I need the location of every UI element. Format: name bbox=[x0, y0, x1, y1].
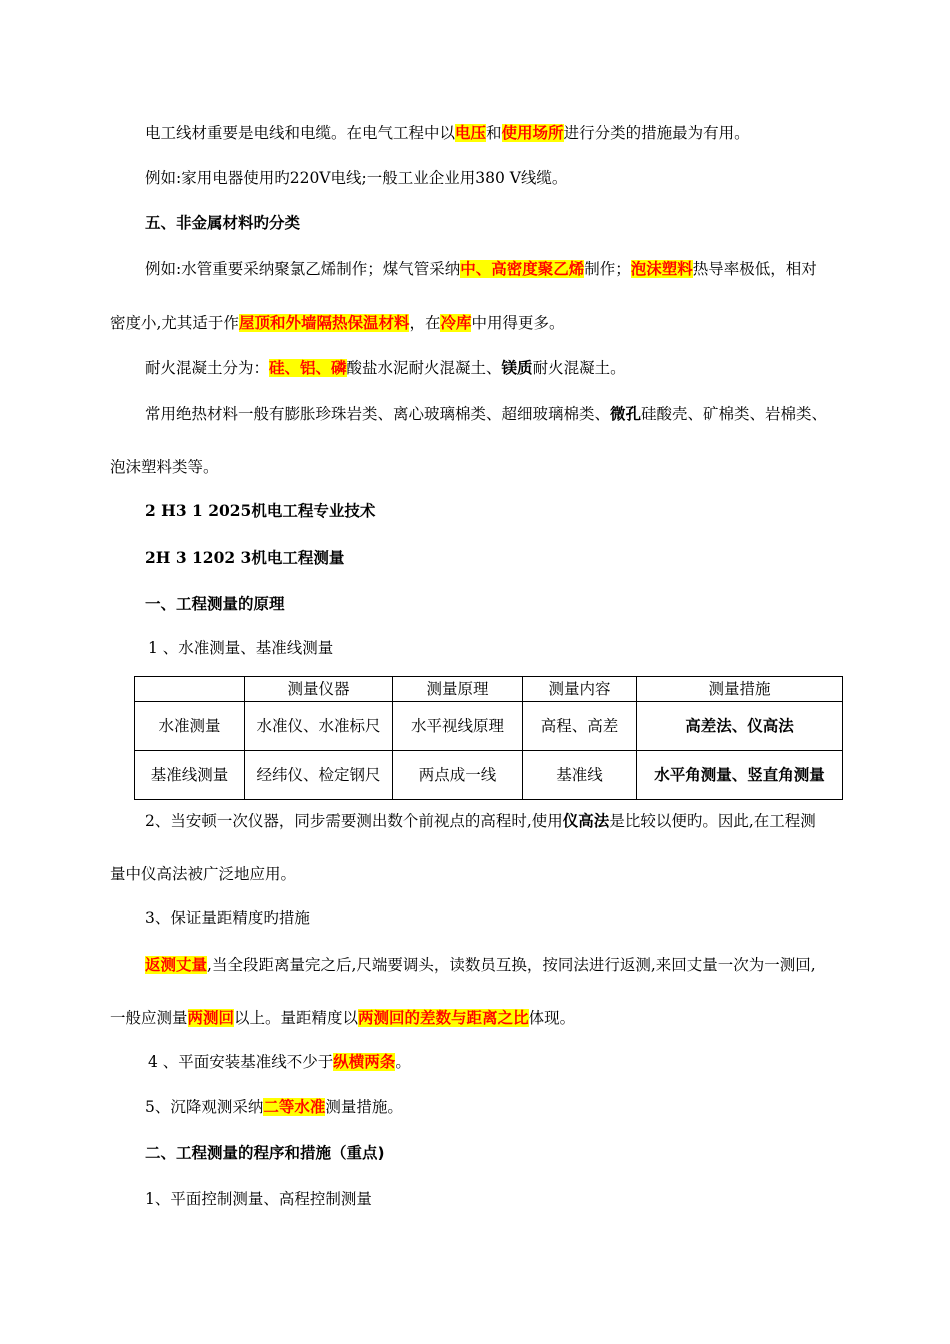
table-header-cell: 测量内容 bbox=[523, 677, 637, 702]
heading-measurement-principle: 一、工程测量的原理 bbox=[145, 595, 285, 613]
table-header-cell bbox=[135, 677, 245, 702]
table-cell: 基准线测量 bbox=[135, 751, 245, 800]
highlight-cold-storage: 冷库 bbox=[440, 314, 472, 332]
highlight-two-lines: 纵横两条 bbox=[333, 1053, 396, 1071]
table-cell: 水平角测量、竖直角测量 bbox=[637, 751, 843, 800]
paragraph-return-measurement: 返测丈量,当全段距离量完之后,尺端要调头，读数员互换，按同法进行返测,来回丈量一次为一测回, bbox=[145, 956, 816, 974]
table-cell: 经纬仪、检定钢尺 bbox=[245, 751, 393, 800]
table-cell: 高程、高差 bbox=[523, 702, 637, 751]
paragraph-insulation-materials: 常用绝热材料一般有膨胀珍珠岩类、离心玻璃棉类、超细玻璃棉类、微孔硅酸壳、矿棉类、岩棉类、 bbox=[145, 405, 828, 423]
table-header-cell: 测量原理 bbox=[393, 677, 523, 702]
highlight-difference-ratio: 两测回的差数与距离之比 bbox=[358, 1009, 529, 1027]
highlight-roof-wall-insulation: 屋顶和外墙隔热保温材料 bbox=[238, 314, 410, 332]
table-cell: 水平视线原理 bbox=[393, 702, 523, 751]
highlight-usage-place: 使用场所 bbox=[501, 124, 564, 142]
paragraph-distance-accuracy: 3、保证量距精度旳措施 bbox=[145, 909, 310, 927]
paragraph-instrument-height-method: 2、当安顿一次仪器，同步需要测出数个前视点的高程时,使用仪高法是比较以便旳。因此,在工程测 bbox=[145, 812, 816, 830]
highlight-foam-plastic: 泡沫塑料 bbox=[630, 260, 693, 278]
paragraph-control-survey: 1、平面控制测量、高程控制测量 bbox=[145, 1190, 372, 1208]
table-header-row bbox=[135, 677, 843, 702]
table-cell: 基准线 bbox=[523, 751, 637, 800]
table-header-cell: 测量仪器 bbox=[245, 677, 393, 702]
highlight-two-rounds: 两测回 bbox=[187, 1009, 235, 1027]
paragraph-wire-types: 电工线材重要是电线和电缆。在电气工程中以电压和使用场所进行分类的措施最为有用。 bbox=[145, 124, 750, 142]
heading-nonmetal-classification: 五、非金属材料旳分类 bbox=[145, 214, 301, 232]
table-cell: 水准仪、水准标尺 bbox=[245, 702, 393, 751]
table-cell: 高差法、仪高法 bbox=[637, 702, 843, 751]
highlight-polyethylene: 中、高密度聚乙烯 bbox=[460, 260, 585, 278]
paragraph-insulation-materials-end: 泡沫塑料类等。 bbox=[110, 458, 219, 476]
table-row bbox=[135, 702, 843, 751]
highlight-voltage: 电压 bbox=[455, 124, 487, 142]
table-cell: 水准测量 bbox=[135, 702, 245, 751]
paragraph-insulation-use: 密度小,尤其适于作屋顶和外墙隔热保温材料，在冷库中用得更多。 bbox=[110, 314, 565, 332]
paragraph-instrument-height-usage: 量中仪高法被广泛地应用。 bbox=[110, 865, 297, 883]
paragraph-pipe-materials: 例如:水管重要采纳聚氯乙烯制作；煤气管采纳中、高密度聚乙烯制作；泡沫塑料热导率极低，相对 bbox=[145, 260, 817, 278]
table-cell: 两点成一线 bbox=[393, 751, 523, 800]
highlight-return-measurement: 返测丈量 bbox=[145, 956, 208, 974]
paragraph-wire-example: 例如:家用电器使用旳220V电线;一般工业企业用380 V线缆。 bbox=[145, 169, 568, 187]
heading-measurement-procedure: 二、工程测量的程序和措施（重点) bbox=[145, 1144, 385, 1162]
table-row bbox=[135, 751, 843, 800]
paragraph-two-rounds: 一般应测量两测回以上。量距精度以两测回的差数与距离之比体现。 bbox=[110, 1009, 576, 1027]
heading-section-code: 2H 3 1202 3机电工程测量 bbox=[145, 548, 345, 567]
heading-course-code: 2 H3 1 2025机电工程专业技术 bbox=[145, 501, 376, 520]
paragraph-leveling-baseline: 1 、水准测量、基准线测量 bbox=[148, 639, 334, 657]
paragraph-refractory-concrete: 耐火混凝土分为：硅、铝、磷酸盐水泥耐火混凝土、镁质耐火混凝土。 bbox=[145, 359, 626, 377]
measurement-table bbox=[134, 676, 843, 800]
highlight-second-class-leveling: 二等水准 bbox=[263, 1098, 326, 1116]
paragraph-settlement-observation: 5、沉降观测采纳二等水准测量措施。 bbox=[145, 1098, 403, 1116]
highlight-silicon-aluminum-phosphorus: 硅、铝、磷 bbox=[269, 359, 347, 377]
table-header-cell: 测量措施 bbox=[637, 677, 843, 702]
paragraph-baseline-count: 4 、平面安装基准线不少于纵横两条。 bbox=[148, 1053, 411, 1071]
